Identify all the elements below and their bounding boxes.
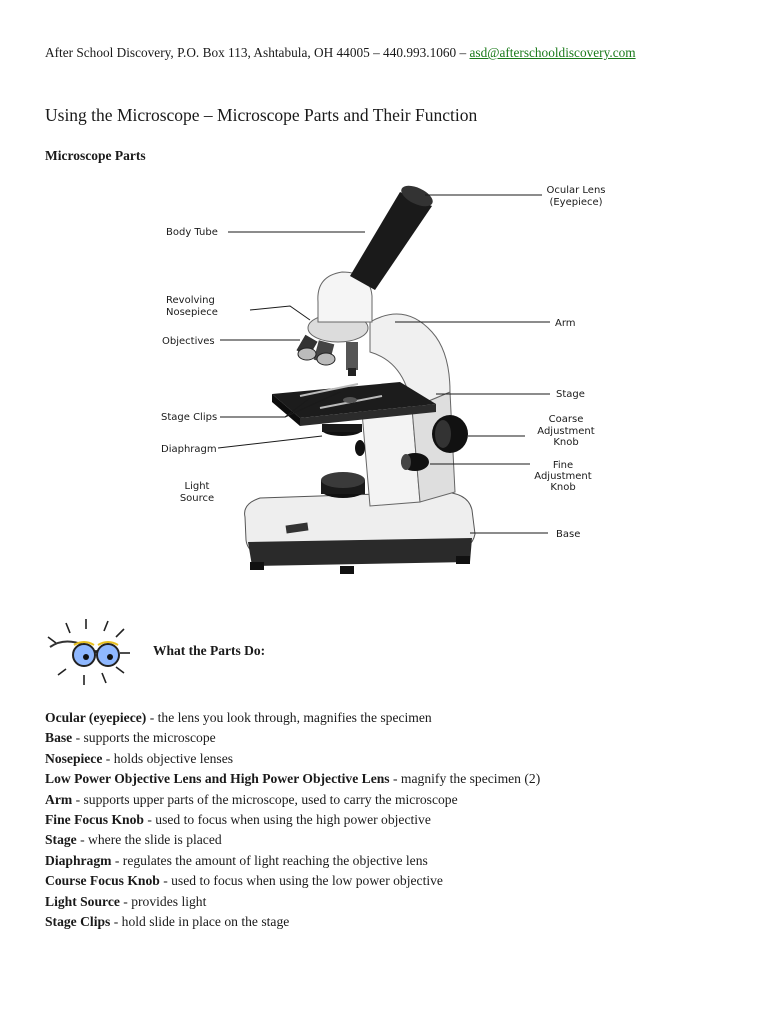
list-item <box>45 708 745 728</box>
email-link[interactable]: asd@afterschooldiscovery.com <box>469 45 636 60</box>
label-ocular-lens: Ocular Lens <box>546 185 606 196</box>
list-item <box>45 892 745 912</box>
term: Arm <box>45 791 73 807</box>
description: - regulates the amount of light reaching the objective lens <box>111 852 428 868</box>
label-coarse: Coarse <box>548 414 584 425</box>
description: - magnify the specimen (2) <box>389 771 541 787</box>
list-item <box>45 830 745 850</box>
label-fine-knob: Knob <box>550 482 576 493</box>
label-diaphragm: Diaphragm <box>161 444 217 455</box>
description: - used to focus when using the high power objective <box>143 812 431 828</box>
term: Nosepiece <box>45 750 103 766</box>
list-item <box>45 790 745 810</box>
label-coarse-adjustment: Adjustment <box>537 426 595 437</box>
label-stage-clips: Stage Clips <box>161 412 218 423</box>
microscope-diagram <box>150 172 620 602</box>
term: Stage Clips <box>45 914 111 930</box>
term: Low Power Objective Lens and High Power Objective Lens <box>45 771 390 787</box>
label-coarse-knob: Knob <box>553 437 579 448</box>
label-base: Base <box>556 529 581 540</box>
label-fine-adjustment: Adjustment <box>534 471 592 482</box>
label-light: Light <box>184 481 210 492</box>
label-source: Source <box>179 493 215 504</box>
label-revolving: Revolving <box>166 295 215 306</box>
label-arm: Arm <box>555 318 576 329</box>
description: - hold slide in place on the stage <box>110 914 290 930</box>
list-item <box>45 810 745 830</box>
description: - provides light <box>119 893 207 909</box>
description: - holds objective lenses <box>102 750 234 766</box>
label-nosepiece: Nosepiece <box>166 307 218 318</box>
term: Stage <box>45 832 77 848</box>
label-objectives: Objectives <box>162 336 215 347</box>
description: - the lens you look through, magnifies the specimen <box>146 710 432 725</box>
definitions-list <box>45 708 745 932</box>
page-title: Using the Microscope – Microscope Parts and Their Function <box>45 105 478 125</box>
list-item <box>45 728 745 748</box>
label-body-tube: Body Tube <box>166 227 218 238</box>
letterhead-address: After School Discovery, P.O. Box 113, Ashtabula, OH 44005 – 440.993.1060 – <box>45 45 470 60</box>
section-heading-parts: Microscope Parts <box>45 148 146 163</box>
glasses-clipart-icon <box>44 615 136 687</box>
list-item <box>45 851 745 871</box>
list-item <box>45 769 745 789</box>
label-stage: Stage <box>556 389 585 400</box>
term: Ocular (eyepiece) <box>45 710 147 725</box>
description: - used to focus when using the low power objective <box>159 873 443 889</box>
list-item <box>45 749 745 769</box>
label-eyepiece: (Eyepiece) <box>549 197 603 208</box>
microscope-illustration <box>150 172 620 602</box>
term: Base <box>45 730 73 746</box>
term: Light Source <box>45 893 120 909</box>
label-fine: Fine <box>552 460 574 471</box>
term: Diaphragm <box>45 852 112 868</box>
term: Course Focus Knob <box>45 873 160 889</box>
description: - where the slide is placed <box>76 832 222 848</box>
section-heading-parts-do: What the Parts Do: <box>153 643 266 658</box>
description: - supports the microscope <box>72 730 216 746</box>
letterhead <box>45 45 636 61</box>
description: - supports upper parts of the microscope, used to carry the microscope <box>72 791 458 807</box>
list-item <box>45 871 745 891</box>
list-item <box>45 912 745 932</box>
term: Fine Focus Knob <box>45 812 144 828</box>
